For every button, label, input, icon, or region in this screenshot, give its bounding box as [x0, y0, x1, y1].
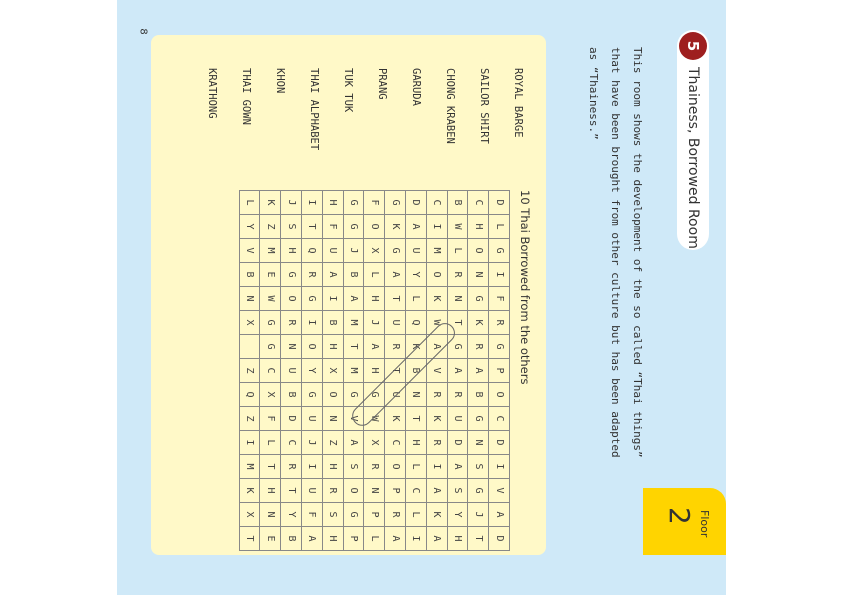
grid-cell[interactable]: U	[322, 239, 343, 263]
floor-label: Floor	[698, 510, 711, 538]
grid-cell[interactable]: S	[343, 455, 364, 479]
grid-cell[interactable]: M	[426, 239, 447, 263]
grid-cell[interactable]: U	[281, 359, 302, 383]
grid-cell[interactable]: M	[260, 239, 281, 263]
puzzle-title: 10 Thai Borrowed from the others	[518, 190, 532, 385]
grid-cell[interactable]: C	[406, 479, 427, 503]
grid-cell[interactable]: A	[426, 335, 447, 359]
grid-cell[interactable]: J	[343, 239, 364, 263]
grid-cell[interactable]: N	[447, 287, 468, 311]
grid-cell[interactable]: R	[385, 335, 406, 359]
grid-cell[interactable]: N	[468, 263, 489, 287]
word-item: THAI ALPHABET	[308, 68, 320, 151]
grid-cell[interactable]: U	[406, 239, 427, 263]
grid-cell[interactable]: K	[426, 407, 447, 431]
grid-cell[interactable]: B	[239, 263, 260, 287]
grid-cell[interactable]: K	[468, 311, 489, 335]
grid-cell[interactable]: B	[406, 359, 427, 383]
grid-cell[interactable]: A	[322, 263, 343, 287]
grid-cell[interactable]: G	[302, 383, 323, 407]
grid-cell[interactable]: O	[489, 383, 510, 407]
grid-cell[interactable]: X	[239, 503, 260, 527]
grid-cell[interactable]: M	[343, 359, 364, 383]
grid-cell[interactable]: D	[447, 431, 468, 455]
grid-cell[interactable]: W	[447, 215, 468, 239]
grid-cell[interactable]: G	[343, 215, 364, 239]
grid-row	[426, 191, 447, 551]
grid-cell[interactable]: N	[468, 431, 489, 455]
word-item: CHONG KRABEN	[444, 68, 456, 144]
grid-cell[interactable]: N	[322, 407, 343, 431]
grid-cell[interactable]: L	[406, 287, 427, 311]
grid-cell[interactable]: B	[343, 263, 364, 287]
grid-cell[interactable]: F	[260, 407, 281, 431]
grid-cell[interactable]: E	[260, 263, 281, 287]
section-title: Thainess, Borrowed Room	[685, 67, 701, 249]
grid-cell[interactable]: Q	[302, 239, 323, 263]
grid-cell[interactable]: T	[385, 287, 406, 311]
grid-cell[interactable]: H	[260, 479, 281, 503]
grid-cell[interactable]: E	[260, 527, 281, 551]
grid-cell[interactable]: H	[322, 455, 343, 479]
grid-cell[interactable]: I	[489, 263, 510, 287]
word-item: TUK TUK	[342, 68, 354, 113]
grid-cell[interactable]: A	[406, 215, 427, 239]
grid-cell[interactable]: A	[302, 527, 323, 551]
grid-row	[281, 191, 302, 551]
grid-cell[interactable]: R	[447, 263, 468, 287]
grid-cell[interactable]: A	[364, 335, 385, 359]
grid-cell[interactable]: G	[260, 311, 281, 335]
grid-cell[interactable]: M	[239, 455, 260, 479]
grid-cell[interactable]: A	[489, 503, 510, 527]
grid-cell[interactable]: L	[406, 455, 427, 479]
grid-cell[interactable]: O	[385, 455, 406, 479]
grid-cell[interactable]: B	[281, 527, 302, 551]
section-number-badge: 5	[679, 32, 707, 60]
grid-cell[interactable]: H	[322, 335, 343, 359]
grid-cell[interactable]: G	[281, 263, 302, 287]
grid-cell[interactable]: R	[281, 455, 302, 479]
grid-cell[interactable]: K	[385, 215, 406, 239]
grid-cell[interactable]: O	[468, 239, 489, 263]
grid-cell[interactable]: W	[260, 287, 281, 311]
intro-paragraph: This room shows the development of the so called “Thai things” that have been brought from other culture but has been adapted as “Thainess.”	[587, 47, 644, 458]
grid-cell[interactable]: G	[468, 287, 489, 311]
grid-cell[interactable]: R	[447, 383, 468, 407]
grid-cell[interactable]: R	[385, 503, 406, 527]
grid-cell[interactable]: R	[364, 455, 385, 479]
grid-cell[interactable]: R	[426, 383, 447, 407]
grid-cell[interactable]: L	[239, 191, 260, 215]
grid-cell[interactable]: O	[343, 479, 364, 503]
grid-cell[interactable]: H	[447, 527, 468, 551]
grid-cell[interactable]	[239, 335, 260, 359]
grid-cell[interactable]: B	[322, 311, 343, 335]
grid-row	[302, 191, 323, 551]
rotated-page	[117, 0, 726, 595]
grid-cell[interactable]: G	[260, 335, 281, 359]
grid-cell[interactable]: T	[239, 527, 260, 551]
grid-cell[interactable]: N	[406, 383, 427, 407]
grid-cell[interactable]: Z	[239, 407, 260, 431]
grid-cell[interactable]: R	[426, 431, 447, 455]
grid-cell[interactable]: W	[364, 407, 385, 431]
grid-cell[interactable]: C	[468, 191, 489, 215]
grid-cell[interactable]: A	[385, 527, 406, 551]
grid-cell[interactable]: T	[468, 527, 489, 551]
grid-cell[interactable]: Y	[239, 215, 260, 239]
grid-cell[interactable]: G	[468, 407, 489, 431]
grid-cell[interactable]: B	[468, 383, 489, 407]
grid-cell[interactable]: F	[364, 191, 385, 215]
grid-cell[interactable]: D	[281, 407, 302, 431]
grid-cell[interactable]: J	[468, 503, 489, 527]
grid-cell[interactable]: A	[343, 287, 364, 311]
grid-cell[interactable]: R	[281, 311, 302, 335]
grid-cell[interactable]: L	[406, 503, 427, 527]
grid-cell[interactable]: F	[302, 503, 323, 527]
grid-cell[interactable]: R	[302, 263, 323, 287]
word-item: PRANG	[376, 68, 388, 100]
grid-cell[interactable]: Y	[406, 263, 427, 287]
grid-cell[interactable]: O	[364, 215, 385, 239]
grid-cell[interactable]: U	[385, 311, 406, 335]
grid-cell[interactable]: Q	[406, 311, 427, 335]
grid-cell[interactable]: L	[260, 431, 281, 455]
grid-cell[interactable]: G	[489, 335, 510, 359]
grid-cell[interactable]: P	[385, 479, 406, 503]
grid-cell[interactable]: C	[426, 191, 447, 215]
grid-cell[interactable]: B	[281, 383, 302, 407]
grid-cell[interactable]: D	[406, 191, 427, 215]
grid-cell[interactable]: Y	[281, 503, 302, 527]
grid-cell[interactable]: A	[385, 263, 406, 287]
grid-cell[interactable]: O	[426, 263, 447, 287]
grid-row	[260, 191, 281, 551]
word-search-grid	[239, 190, 510, 551]
grid-cell[interactable]: H	[468, 215, 489, 239]
grid-cell[interactable]: I	[406, 527, 427, 551]
grid-row	[239, 191, 260, 551]
floor-number: 2	[663, 507, 696, 525]
grid-cell[interactable]: O	[281, 287, 302, 311]
grid-cell[interactable]: H	[322, 191, 343, 215]
grid-cell[interactable]: A	[447, 455, 468, 479]
grid-row	[489, 191, 510, 551]
grid-cell[interactable]: G	[489, 239, 510, 263]
word-item: KHON	[274, 68, 286, 94]
grid-cell[interactable]: L	[364, 527, 385, 551]
grid-cell[interactable]: Z	[239, 359, 260, 383]
grid-cell[interactable]: K	[239, 479, 260, 503]
grid-cell[interactable]: P	[489, 359, 510, 383]
grid-cell[interactable]: V	[489, 479, 510, 503]
grid-cell[interactable]: T	[343, 335, 364, 359]
grid-cell[interactable]: G	[343, 383, 364, 407]
grid-cell[interactable]: L	[447, 239, 468, 263]
grid-cell[interactable]: P	[364, 503, 385, 527]
grid-cell[interactable]: H	[364, 359, 385, 383]
word-item: THAI GOWN	[240, 68, 252, 125]
grid-cell[interactable]: S	[281, 215, 302, 239]
grid-row	[468, 191, 489, 551]
grid-cell[interactable]: G	[385, 191, 406, 215]
grid-cell[interactable]: I	[426, 455, 447, 479]
grid-cell[interactable]: Y	[302, 359, 323, 383]
grid-cell[interactable]: H	[281, 239, 302, 263]
grid-cell[interactable]: S	[322, 503, 343, 527]
grid-row	[447, 191, 468, 551]
grid-cell[interactable]: A	[468, 359, 489, 383]
grid-cell[interactable]: G	[447, 335, 468, 359]
grid-cell[interactable]: I	[302, 191, 323, 215]
grid-cell[interactable]: U	[385, 383, 406, 407]
grid-cell[interactable]: H	[406, 431, 427, 455]
grid-cell[interactable]: G	[343, 191, 364, 215]
grid-row	[343, 191, 364, 551]
grid-cell[interactable]: O	[322, 383, 343, 407]
grid-cell[interactable]: N	[281, 335, 302, 359]
grid-cell[interactable]: T	[406, 407, 427, 431]
grid-cell[interactable]: A	[343, 431, 364, 455]
grid-cell[interactable]: P	[343, 527, 364, 551]
grid-cell[interactable]: K	[406, 335, 427, 359]
grid-cell[interactable]: W	[426, 311, 447, 335]
grid-cell[interactable]: N	[364, 479, 385, 503]
grid-cell[interactable]: X	[364, 431, 385, 455]
grid-cell[interactable]: S	[468, 455, 489, 479]
grid-cell[interactable]: G	[385, 239, 406, 263]
grid-cell[interactable]: A	[426, 479, 447, 503]
grid-cell[interactable]: K	[426, 287, 447, 311]
grid-cell[interactable]: T	[302, 215, 323, 239]
grid-cell[interactable]: J	[302, 431, 323, 455]
grid-cell[interactable]: A	[447, 359, 468, 383]
grid-cell[interactable]: S	[447, 479, 468, 503]
grid-cell[interactable]: T	[260, 455, 281, 479]
grid-cell[interactable]: L	[364, 263, 385, 287]
grid-cell[interactable]: Q	[239, 383, 260, 407]
grid-cell[interactable]: D	[489, 431, 510, 455]
grid-cell[interactable]: Z	[260, 215, 281, 239]
grid-cell[interactable]: V	[343, 407, 364, 431]
grid-cell[interactable]: Z	[322, 431, 343, 455]
grid-cell[interactable]: I	[302, 311, 323, 335]
page-number: 8	[137, 28, 149, 35]
grid-cell[interactable]: X	[260, 383, 281, 407]
grid-cell[interactable]: C	[281, 431, 302, 455]
grid-cell[interactable]: H	[322, 527, 343, 551]
grid-cell[interactable]: A	[426, 527, 447, 551]
grid-cell[interactable]: X	[239, 311, 260, 335]
grid-cell[interactable]: C	[385, 431, 406, 455]
grid-cell[interactable]: I	[322, 287, 343, 311]
grid-cell[interactable]: G	[364, 383, 385, 407]
grid-cell[interactable]: G	[468, 479, 489, 503]
grid-cell[interactable]: V	[426, 359, 447, 383]
grid-cell[interactable]: U	[302, 407, 323, 431]
grid-cell[interactable]: F	[489, 287, 510, 311]
grid-cell[interactable]: X	[364, 239, 385, 263]
grid-cell[interactable]: Y	[447, 503, 468, 527]
grid-cell[interactable]: B	[447, 191, 468, 215]
grid-cell[interactable]: J	[364, 311, 385, 335]
grid-row	[322, 191, 343, 551]
grid-row	[364, 191, 385, 551]
grid-cell[interactable]: U	[447, 407, 468, 431]
grid-cell[interactable]: V	[239, 239, 260, 263]
grid-cell[interactable]: I	[489, 455, 510, 479]
grid-cell[interactable]: K	[385, 407, 406, 431]
grid-cell[interactable]: D	[489, 527, 510, 551]
grid-cell[interactable]: X	[322, 359, 343, 383]
grid-cell[interactable]: G	[302, 287, 323, 311]
grid-cell[interactable]: U	[302, 479, 323, 503]
grid-cell[interactable]: J	[281, 191, 302, 215]
grid-cell[interactable]: L	[489, 215, 510, 239]
word-item: ROYAL BARGE	[512, 68, 524, 138]
grid-cell[interactable]: K	[260, 191, 281, 215]
word-item: KRATHONG	[206, 68, 218, 119]
grid-cell[interactable]: R	[468, 335, 489, 359]
grid-cell[interactable]: F	[322, 215, 343, 239]
grid-cell[interactable]: R	[489, 311, 510, 335]
grid-cell[interactable]: I	[239, 431, 260, 455]
grid-cell[interactable]: D	[489, 191, 510, 215]
grid-cell[interactable]: N	[239, 287, 260, 311]
grid-cell[interactable]: C	[489, 407, 510, 431]
grid-cell[interactable]: I	[302, 455, 323, 479]
grid-cell[interactable]: K	[426, 503, 447, 527]
grid-cell[interactable]: N	[260, 503, 281, 527]
grid-cell[interactable]: M	[343, 311, 364, 335]
grid-cell[interactable]: G	[343, 503, 364, 527]
grid-cell[interactable]: T	[447, 311, 468, 335]
grid-cell[interactable]: T	[385, 359, 406, 383]
grid-cell[interactable]: H	[364, 287, 385, 311]
word-item: GARUDA	[410, 68, 422, 106]
grid-cell[interactable]: I	[426, 215, 447, 239]
grid-cell[interactable]: C	[260, 359, 281, 383]
word-item: SAILOR SHIRT	[478, 68, 490, 144]
grid-cell[interactable]: O	[302, 335, 323, 359]
grid-cell[interactable]: R	[322, 479, 343, 503]
grid-cell[interactable]: T	[281, 479, 302, 503]
